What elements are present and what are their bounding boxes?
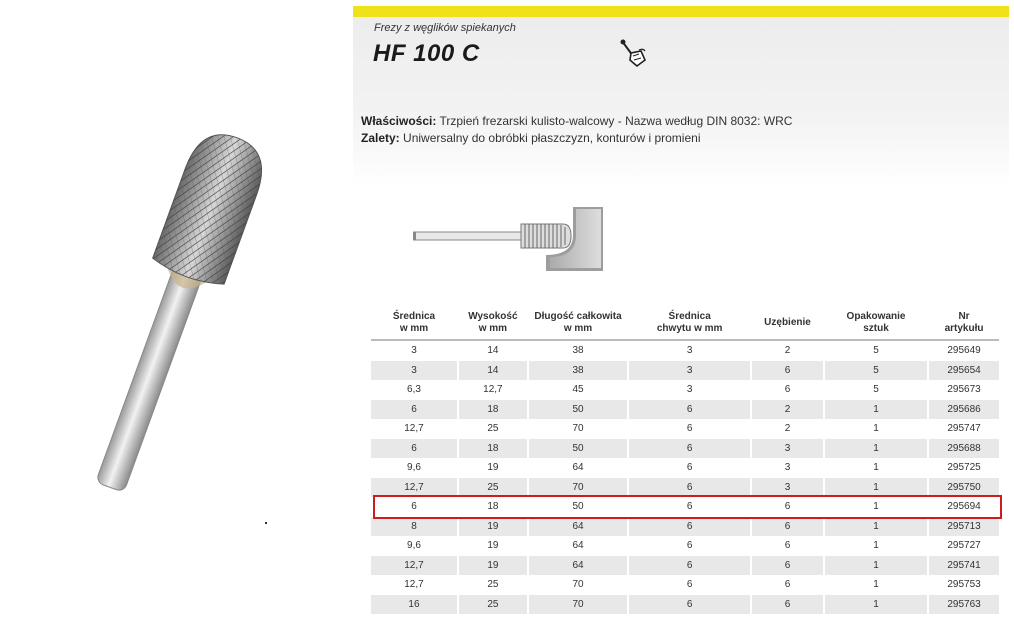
advantages-label: Zalety: <box>361 131 400 145</box>
table-cell: 6 <box>411 501 417 513</box>
table-cell: 6 <box>371 439 458 459</box>
table-cell: 50 <box>528 497 629 517</box>
table-cell: 3 <box>371 361 458 381</box>
table-cell: 1 <box>824 400 928 420</box>
table-cell: 1 <box>824 556 928 576</box>
column-header-line-2: w mm <box>399 323 429 334</box>
table-cell: 3 <box>628 361 751 381</box>
product-image-panel <box>0 0 352 621</box>
table-cell: 2 <box>751 400 824 420</box>
column-header <box>528 307 629 340</box>
table-cell: 18 <box>458 439 528 459</box>
table-cell: 2 <box>751 419 824 439</box>
table-row <box>371 340 999 361</box>
table-cell: 1 <box>824 419 928 439</box>
table-row <box>371 400 999 420</box>
table-cell: 25 <box>458 419 528 439</box>
column-header-line-1: Średnica <box>668 311 711 322</box>
table-cell: 3 <box>628 340 751 361</box>
column-header-line-2: artykułu <box>944 323 984 334</box>
column-header <box>458 307 528 340</box>
advantages-line <box>361 130 792 147</box>
carbide-burr-image <box>0 0 352 621</box>
table-cell: 38 <box>528 361 629 381</box>
column-header-line-1: Opakowanie <box>846 311 906 322</box>
table-cell: 8 <box>371 517 458 537</box>
table-body <box>371 340 999 614</box>
table-cell: 295750 <box>928 478 999 498</box>
column-header <box>628 307 751 340</box>
table-row <box>371 478 999 498</box>
table-header-row <box>371 307 999 340</box>
table-cell: 2 <box>751 340 824 361</box>
product-title: HF 100 C <box>373 40 480 67</box>
table-cell: 6 <box>628 400 751 420</box>
catalog-sheet <box>353 0 1014 621</box>
table-cell: 6 <box>628 556 751 576</box>
table-cell: 6 <box>751 556 824 576</box>
table-cell: 295753 <box>928 575 999 595</box>
features-label: Właściwości: <box>361 114 437 128</box>
table-cell: 295649 <box>928 340 999 361</box>
table-cell: 6 <box>628 517 751 537</box>
table-cell: 1 <box>824 517 928 537</box>
table-cell: 70 <box>528 478 629 498</box>
table-cell: 295727 <box>928 536 999 556</box>
table-cell: 64 <box>528 556 629 576</box>
table-cell: 16 <box>371 595 458 615</box>
table-cell: 25 <box>458 478 528 498</box>
column-header <box>824 307 928 340</box>
table-cell: 12,7 <box>371 556 458 576</box>
column-header-line-1: Uzębienie <box>764 317 811 328</box>
table-cell: 295686 <box>928 400 999 420</box>
column-header-line-1: Wysokość <box>468 311 518 322</box>
table-cell: 295694 <box>928 497 999 517</box>
table-cell: 1 <box>824 536 928 556</box>
table-cell: 6 <box>628 439 751 459</box>
table-cell: 14 <box>458 340 528 361</box>
table-cell: 295747 <box>928 419 999 439</box>
table-cell: 1 <box>824 439 928 459</box>
table-cell: 14 <box>458 361 528 381</box>
table-row <box>371 595 999 615</box>
table-cell: 6 <box>628 575 751 595</box>
column-header-line-2: w mm <box>563 323 593 334</box>
table-cell: 3 <box>628 380 751 400</box>
table-cell: 6 <box>628 419 751 439</box>
table-cell: 12,7 <box>404 579 424 591</box>
table-cell: 19 <box>458 517 528 537</box>
table-cell: 50 <box>528 439 629 459</box>
advantages-text: Uniwersalny do obróbki płaszczyzn, konturów i promieni <box>399 131 701 145</box>
table-cell: 38 <box>528 340 629 361</box>
table-cell: 295673 <box>928 380 999 400</box>
table-cell: 6 <box>751 517 824 537</box>
header-band <box>353 8 1009 188</box>
table-row <box>371 419 999 439</box>
table-cell: 1 <box>824 478 928 498</box>
table-cell: 12,7 <box>404 423 424 435</box>
table-cell: 6 <box>628 478 751 498</box>
accent-bar <box>353 6 1009 17</box>
table-cell: 5 <box>824 361 928 381</box>
table-row <box>371 556 999 576</box>
table-cell: 70 <box>528 419 629 439</box>
stray-dot <box>265 522 267 524</box>
column-header-line-1: Średnica <box>392 311 436 322</box>
table-row <box>371 536 999 556</box>
table-cell: 6 <box>751 497 824 517</box>
column-header-line-1: Długość całkowita <box>534 311 622 322</box>
table-row <box>371 575 999 595</box>
table-cell: 6 <box>751 595 824 615</box>
table-cell: 64 <box>528 517 629 537</box>
table-cell: 6 <box>751 575 824 595</box>
table-row <box>371 361 999 381</box>
table-cell: 12,7 <box>458 380 528 400</box>
product-properties <box>361 113 792 147</box>
table-cell: 45 <box>528 380 629 400</box>
table-cell: 3 <box>411 345 417 357</box>
table-cell: 25 <box>458 575 528 595</box>
table-cell: 295654 <box>928 361 999 381</box>
table-row <box>371 517 999 537</box>
table-cell: 19 <box>458 458 528 478</box>
table-cell: 6 <box>751 361 824 381</box>
table-cell: 3 <box>751 439 824 459</box>
table-cell: 3 <box>751 458 824 478</box>
table-cell: 295713 <box>928 517 999 537</box>
table-cell: 19 <box>458 536 528 556</box>
table-cell: 6 <box>628 497 751 517</box>
table-cell: 3 <box>751 478 824 498</box>
column-header <box>751 307 824 340</box>
table-row <box>371 439 999 459</box>
features-line <box>361 113 792 130</box>
table-cell: 1 <box>824 497 928 517</box>
table-row <box>371 497 999 517</box>
table-cell: 1 <box>824 575 928 595</box>
column-header-line-2: w mm <box>478 323 508 334</box>
table-cell: 12,7 <box>371 478 458 498</box>
column-header <box>928 307 999 340</box>
table-cell: 64 <box>528 536 629 556</box>
table-cell: 6 <box>628 595 751 615</box>
table-cell: 1 <box>824 595 928 615</box>
table-row <box>371 380 999 400</box>
table-cell: 70 <box>528 575 629 595</box>
table-cell: 6 <box>751 380 824 400</box>
column-header-line-1: Nr <box>958 311 970 322</box>
table-cell: 295763 <box>928 595 999 615</box>
table-cell: 18 <box>458 497 528 517</box>
table-cell: 64 <box>528 458 629 478</box>
table-cell: 9,6 <box>407 540 421 552</box>
table-cell: 19 <box>458 556 528 576</box>
table-cell: 1 <box>824 458 928 478</box>
specification-table <box>371 307 999 614</box>
table-cell: 25 <box>458 595 528 615</box>
column-header-line-2: sztuk <box>863 323 889 334</box>
table-row <box>371 458 999 478</box>
die-grinder-icon <box>619 38 649 70</box>
table-cell: 70 <box>528 595 629 615</box>
table-cell: 5 <box>824 380 928 400</box>
table-cell: 295725 <box>928 458 999 478</box>
table-cell: 6 <box>371 400 458 420</box>
column-header-line-2: chwytu w mm <box>656 323 723 334</box>
column-header <box>371 307 458 340</box>
features-text: Trzpień frezarski kulisto-walcowy - Nazwa według DIN 8032: WRC <box>436 114 793 128</box>
table-cell: 6 <box>628 458 751 478</box>
table-cell: 6,3 <box>407 384 421 396</box>
table-cell: 295741 <box>928 556 999 576</box>
table-cell: 50 <box>528 400 629 420</box>
table-cell: 18 <box>458 400 528 420</box>
product-category: Frezy z węglików spiekanych <box>374 22 516 34</box>
cylindrical-burr-profile-diagram <box>413 205 603 275</box>
table-cell: 6 <box>628 536 751 556</box>
table-cell: 295688 <box>928 439 999 459</box>
table-cell: 5 <box>824 340 928 361</box>
table-cell: 6 <box>751 536 824 556</box>
table-cell: 9,6 <box>407 462 421 474</box>
